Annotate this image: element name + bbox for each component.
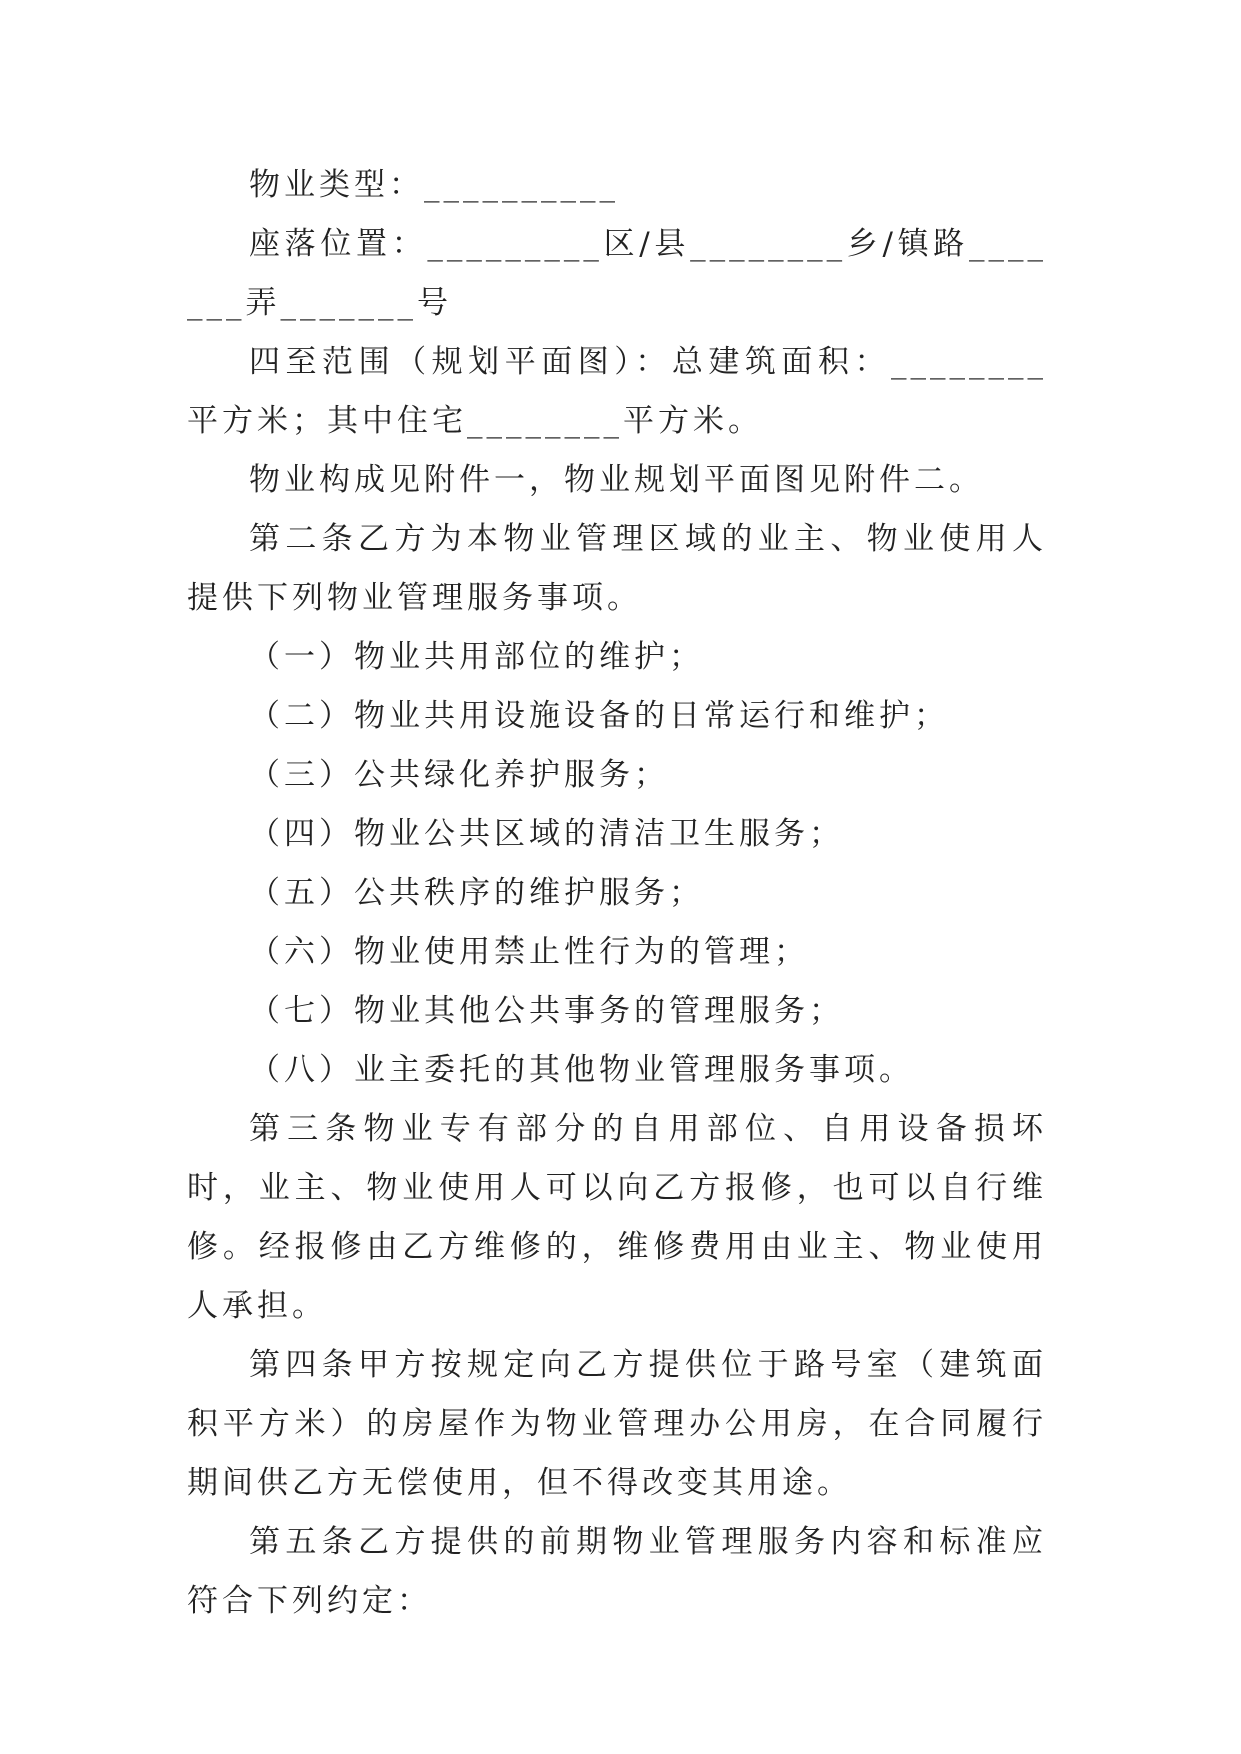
service-item-3: （三）公共绿化养护服务； <box>249 757 669 793</box>
service-item-6: （六）物业使用禁止性行为的管理； <box>249 934 809 970</box>
location-line: 座落位置：_________区/县________乡/镇路_______弄_______号 <box>187 226 1047 321</box>
service-item-7: （七）物业其他公共事务的管理服务； <box>249 993 844 1029</box>
boundary-area-line: 四至范围（规划平面图）：总建筑面积：________平方米；其中住宅________平方米。 <box>187 344 1047 439</box>
article-three-paragraph: 第三条物业专有部分的自用部位、自用设备损坏时，业主、物业使用人可以向乙方报修，也可以自行维修。经报修由乙方维修的，维修费用由业主、物业使用人承担。 <box>187 1111 1047 1324</box>
document-body <box>187 156 1047 1631</box>
service-item-2: （二）物业共用设施设备的日常运行和维护； <box>249 698 949 734</box>
property-composition-line: 物业构成见附件一，物业规划平面图见附件二。 <box>249 462 984 498</box>
service-item-1: （一）物业共用部位的维护； <box>249 639 704 675</box>
service-item-4: （四）物业公共区域的清洁卫生服务； <box>249 816 844 852</box>
property-type-line: 物业类型：__________ <box>249 167 619 203</box>
article-two-paragraph: 第二条乙方为本物业管理区域的业主、物业使用人提供下列物业管理服务事项。 <box>187 521 1047 616</box>
article-five-paragraph: 第五条乙方提供的前期物业管理服务内容和标准应符合下列约定： <box>187 1524 1047 1619</box>
article-four-paragraph: 第四条甲方按规定向乙方提供位于路号室（建筑面积平方米）的房屋作为物业管理办公用房，在合同履行期间供乙方无偿使用，但不得改变其用途。 <box>187 1347 1047 1501</box>
service-item-8: （八）业主委托的其他物业管理服务事项。 <box>249 1052 914 1088</box>
service-item-5: （五）公共秩序的维护服务； <box>249 875 704 911</box>
